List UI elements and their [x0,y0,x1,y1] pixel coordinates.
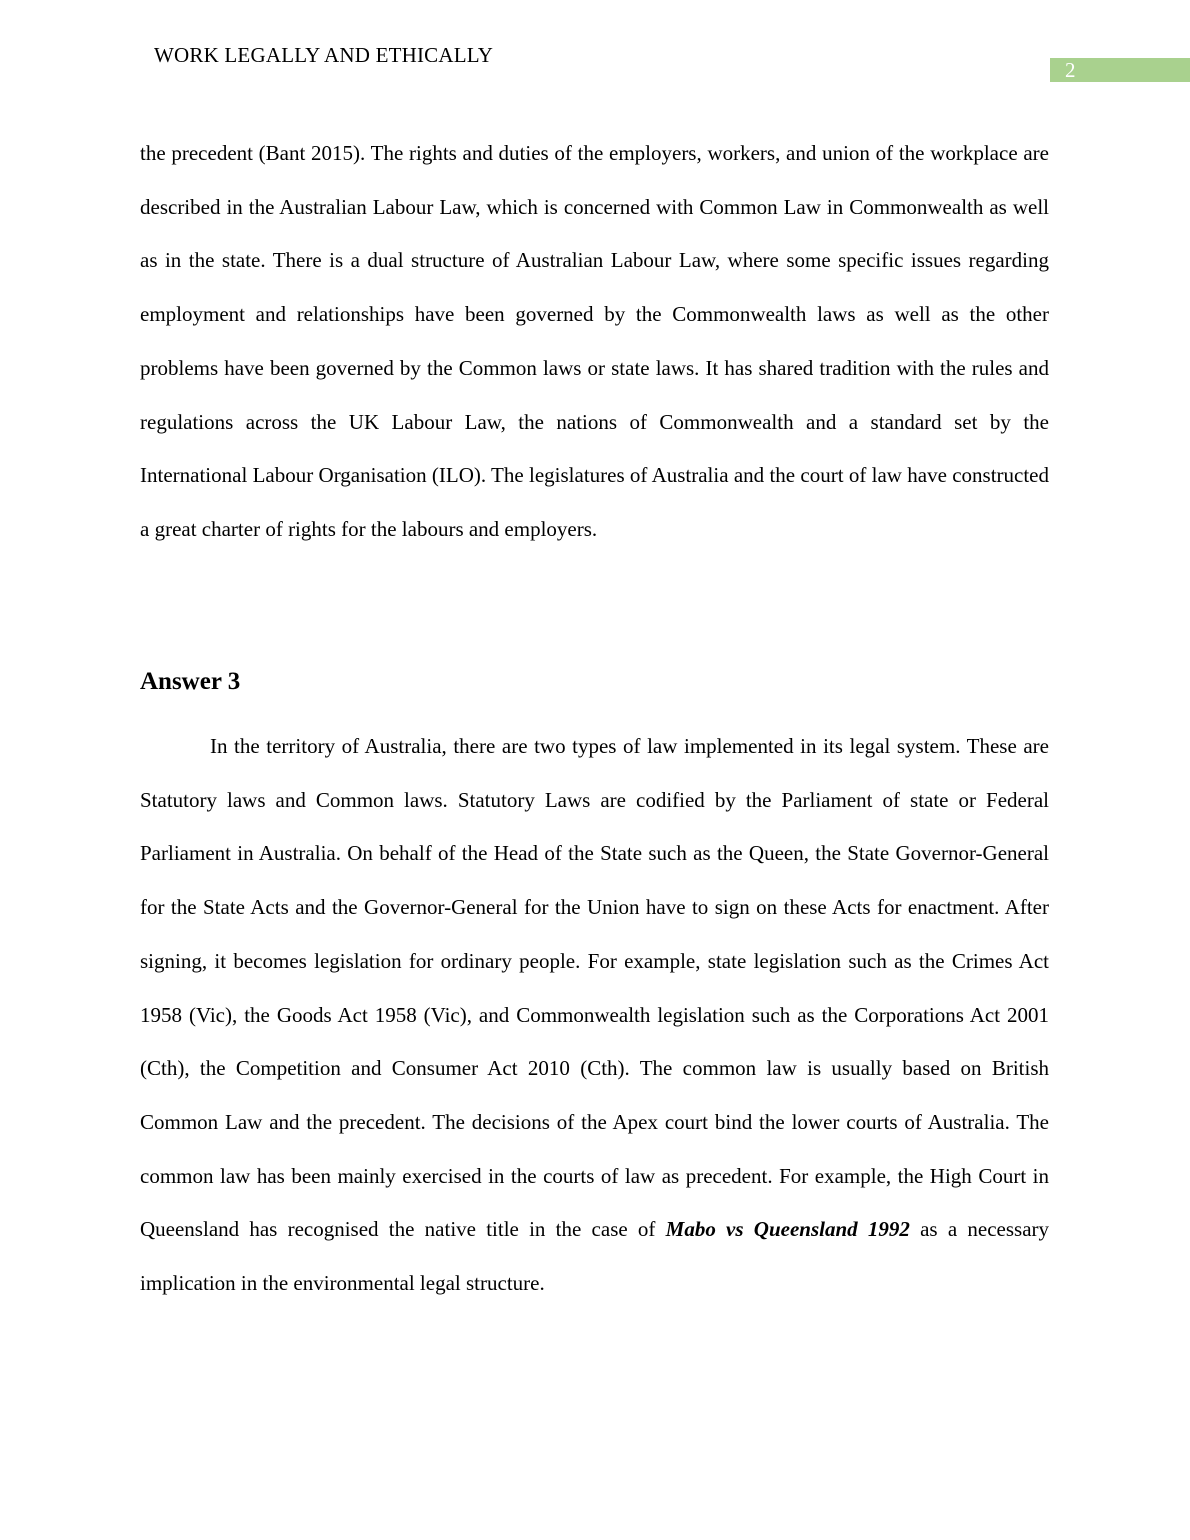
paragraph-1: the precedent (Bant 2015). The rights and duties of the employers, workers, and union of the workplace are described in the Australian Labour Law, which is concerned with Common Law in Commonwealth as well as in the state. There is a dual structure of Australian Labour Law, where some specific issues regarding employment and relationships have been governed by the Commonwealth laws as well as the other problems have been governed by the Common laws or state laws. It has shared tradition with the rules and regulations across the UK Labour Law, the nations of Commonwealth and a standard set by the International Labour Organisation (ILO). The legislatures of Australia and the court of law have constructed a great charter of rights for the labours and employers. [140,141,1049,541]
paragraph-2-text: In the territory of Australia, there are two types of law implemented in its legal system. These are Statutory laws and Common laws. Statutory Laws are codified by the Parliament of state or Federal Parliament in Australia. On behalf of the Head of the State such as the Queen, the State Governor-General for the State Acts and the Governor-General for the Union have to sign on these Acts for enactment. After signing, it becomes legislation for ordinary people. For example, state legislation such as the Crimes Act 1958 (Vic), the Goods Act 1958 (Vic), and Commonwealth legislation such as the Corporations Act 2001 (Cth), the Competition and Consumer Act 2010 (Cth). The common law is usually based on British Common Law and the precedent. The decisions of the Apex court bind the lower courts of Australia. The common law has been mainly exercised in the courts of law as precedent. For example, the High Court in Queensland has recognised the native title in the case of [140,734,1049,1242]
case-citation: Mabo vs Queensland 1992 [665,1217,910,1242]
section-heading-answer-3: Answer 3 [140,668,241,695]
paragraph-2-tail: as a necessary implication in the environmental legal structure. [140,1217,1050,1296]
paragraph-2 [140,720,1049,1311]
running-head: WORK LEGALLY AND ETHICALLY [154,43,494,67]
page-number: 2 [1050,58,1190,82]
